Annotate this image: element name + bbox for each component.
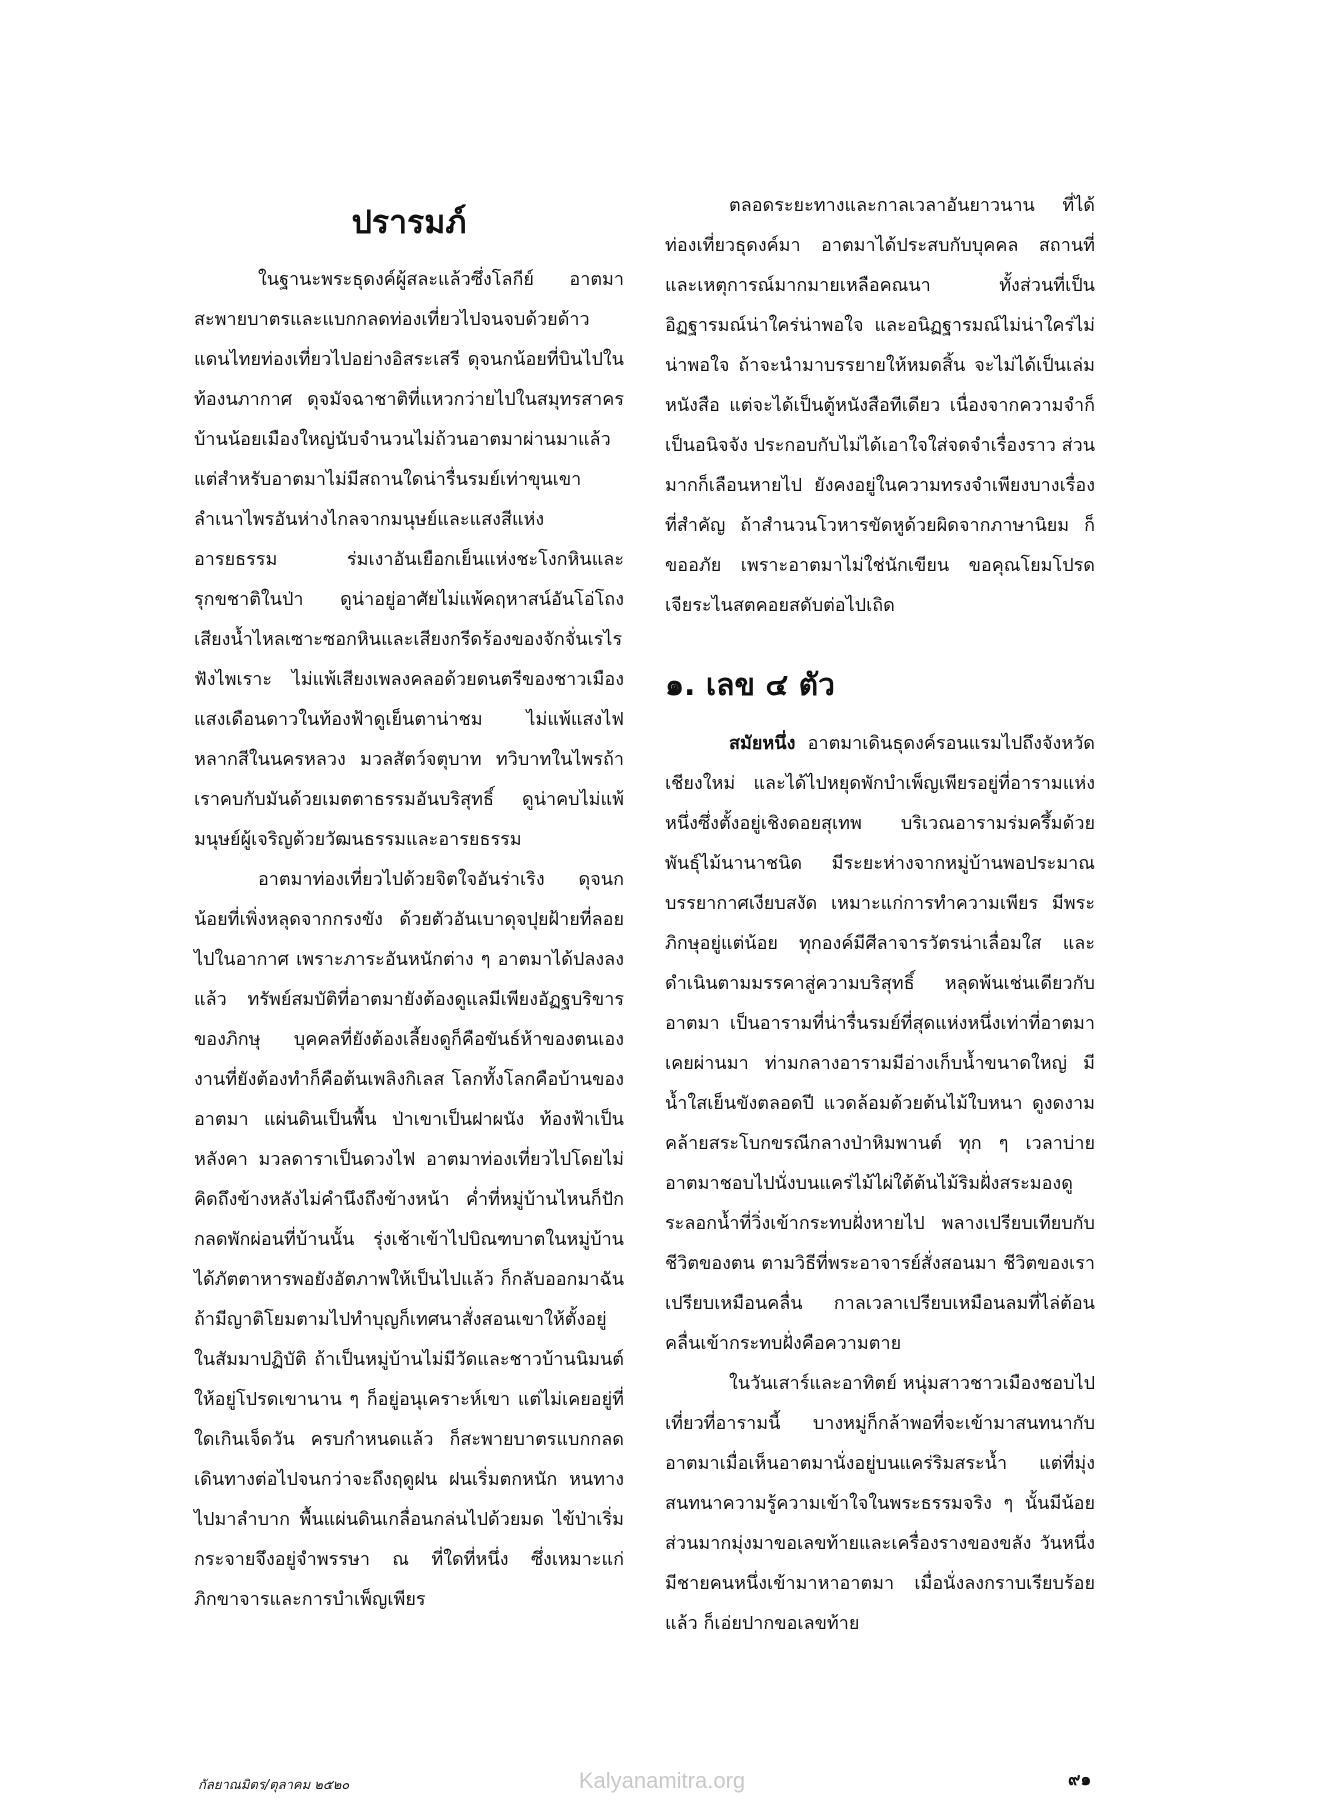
lead-phrase: สมัยหนึ่ง	[729, 733, 796, 754]
footer-publication: กัลยาณมิตร/ตุลาคม ๒๕๒๐	[198, 1778, 350, 1793]
body-paragraph: ในฐานะพระธุดงค์ผู้สละแล้วซึ่งโลกีย์ อาตมาสะพายบาตรและแบกกลดท่องเที่ยวไปจนจบด้วยด้าวแดนไทยท่องเที่ยวไปอย่างอิสระเสรี ดุจนกน้อยที่บินไปในท้องนภากาศ ดุจมัจฉาชาติที่แหวกว่ายไปในสมุทรสาคร บ้านน้อยเมืองใหญ่นับจำนวนไม่ถ้วนอาตมาผ่านมาแล้ว แต่สำหรับอาตมาไม่มีสถานใดน่ารื่นรมย์เท่าขุนเขาลำเนาไพรอันห่างไกลจากมนุษย์และแสงสีแห่งอารยธรรม ร่มเงาอันเยือกเย็นแห่งชะโงกหินและรุกขชาติในป่า ดูน่าอยู่อาศัยไม่แพ้คฤหาสน์อันโอ่โถง เสียงน้ำไหลเซาะซอกหินและเสียงกรีดร้องของจักจั่นเรไรฟังไพเราะ ไม่แพ้เสียงเพลงคลอด้วยดนตรีของชาวเมือง แสงเดือนดาวในท้องฟ้าดูเย็นตาน่าชม ไม่แพ้แสงไฟหลากสีในนครหลวง มวลสัตว์จตุบาท ทวิบาทในไพรถ้าเราคบกับมันด้วยเมตตาธรรมอันบริสุทธิ์ ดูน่าคบไม่แพ้มนุษย์ผู้เจริญด้วยวัฒนธรรมและอารยธรรม	[194, 269, 624, 850]
left-column	[194, 178, 624, 1620]
chapter-heading: ๑. เลข ๔ ตัว	[665, 668, 835, 703]
chapter-paragraph	[665, 724, 1095, 1364]
body-paragraph: อาตมาท่องเที่ยวไปด้วยจิตใจอันร่าเริง ดุจนกน้อยที่เพิ่งหลุดจากกรงขัง ด้วยตัวอันเบาดุจปุยฝ้ายที่ลอยไปในอากาศ เพราะภาระอันหนักต่าง ๆ อาตมาได้ปลงลงแล้ว ทรัพย์สมบัติที่อาตมายังต้องดูแลมีเพียงอัฏฐบริขารของภิกษุ บุคคลที่ยังต้องเลี้ยงดูก็คือขันธ์ห้าของตนเอง งานที่ยังต้องทำก็คือต้นเพลิงกิเลส โลกทั้งโลกคือบ้านของอาตมา แผ่นดินเป็นพื้น ป่าเขาเป็นฝาผนัง ท้องฟ้าเป็นหลังคา มวลดาราเป็นดวงไฟ อาตมาท่องเที่ยวไปโดยไม่คิดถึงข้างหลังไม่คำนึงถึงข้างหน้า ค่ำที่หมู่บ้านไหนก็ปักกลดพักผ่อนที่บ้านนั้น รุ่งเช้าเข้าไปบิณฑบาตในหมู่บ้าน ได้ภัตตาหารพอยังอัตภาพให้เป็นไปแล้ว ก็กลับออกมาฉัน ถ้ามีญาติโยมตามไปทำบุญก็เทศนาสั่งสอนเขาให้ตั้งอยู่ในสัมมาปฏิบัติ ถ้าเป็นหมู่บ้านไม่มีวัดและชาวบ้านนิมนต์ให้อยู่โปรดเขานาน ๆ ก็อยู่อนุเคราะห์เขา แต่ไม่เคยอยู่ที่ใดเกินเจ็ดวัน ครบกำหนดแล้ว ก็สะพายบาตรแบกกลดเดินทางต่อไปจนกว่าจะถึงฤดูฝน ฝนเริ่มตกหนัก หนทางไปมาลำบาก พื้นแผ่นดินเกลื่อนกล่นไปด้วยมด ไข้ป่าเริ่มกระจายจึงอยู่จำพรรษา ณ ที่ใดที่หนึ่ง ซึ่งเหมาะแก่ภิกขาจารและการบำเพ็ญเพียร	[194, 869, 624, 1610]
body-paragraph: ในวันเสาร์และอาทิตย์ หนุ่มสาวชาวเมืองชอบไปเที่ยวที่อารามนี้ บางหมู่ก็กล้าพอที่จะเข้ามาสนทนากับอาตมาเมื่อเห็นอาตมานั่งอยู่บนแคร่ริมสระน้ำ แต่ที่มุ่งสนทนาความรู้ความเข้าใจในพระธรรมจริง ๆ นั้นมีน้อย ส่วนมากมุ่งมาขอเลขท้ายและเครื่องรางของขลัง วันหนึ่งมีชายคนหนึ่งเข้ามาหาอาตมา เมื่อนั่งลงกราบเรียบร้อยแล้ว ก็เอ่ยปากขอเลขท้าย	[665, 1373, 1095, 1634]
chapter-paragraph-text: อาตมาเดินธุดงค์รอนแรมไปถึงจังหวัดเชียงใหม่ และได้ไปหยุดพักบำเพ็ญเพียรอยู่ที่อารามแห่งหนึ่งซึ่งตั้งอยู่เชิงดอยสุเทพ บริเวณอารามร่มครึ้มด้วยพันธุ์ไม้นานาชนิด มีระยะห่างจากหมู่บ้านพอประมาณ บรรยากาศเงียบสงัด เหมาะแก่การทำความเพียร มีพระภิกษุอยู่แต่น้อย ทุกองค์มีศีลาจารวัตรน่าเลื่อมใส และดำเนินตามมรรคาสู่ความบริสุทธิ์ หลุดพ้นเช่นเดียวกับอาตมา เป็นอารามที่น่ารื่นรมย์ที่สุดแห่งหนึ่งเท่าที่อาตมาเคยผ่านมา ท่ามกลางอารามมีอ่างเก็บน้ำขนาดใหญ่ มีน้ำใสเย็นขังตลอดปี แวดล้อมด้วยต้นไม้ใบหนา ดูงดงามคล้ายสระโบกขรณีกลางป่าหิมพานต์ ทุก ๆ เวลาบ่าย อาตมาชอบไปนั่งบนแคร่ไม้ไผ่ใต้ต้นไม้ริมฝั่งสระมองดูระลอกน้ำที่วิ่งเข้ากระทบฝั่งหายไป พลางเปรียบเทียบกับชีวิตของตน ตามวิธีที่พระอาจารย์สั่งสอนมา ชีวิตของเราเปรียบเหมือนคลื่น กาลเวลาเปรียบเหมือนลมที่ไล่ต้อนคลื่นเข้ากระทบฝั่งคือความตาย	[665, 733, 1095, 1354]
intro-paragraph: ตลอดระยะทางและกาลเวลาอันยาวนาน ที่ได้ท่องเที่ยวธุดงค์มา อาตมาได้ประสบกับบุคคล สถานที่และเหตุการณ์มากมายเหลือคณนา ทั้งส่วนที่เป็นอิฏฐารมณ์น่าใคร่น่าพอใจ และอนิฏฐารมณ์ไม่น่าใคร่ไม่น่าพอใจ ถ้าจะนำมาบรรยายให้หมดสิ้น จะไม่ได้เป็นเล่มหนังสือ แต่จะได้เป็นตู้หนังสือทีเดียว เนื่องจากความจำก็เป็นอนิจจัง ประกอบกับไม่ได้เอาใจใส่จดจำเรื่องราว ส่วนมากก็เลือนหายไป ยังคงอยู่ในความทรงจำเพียงบางเรื่องที่สำคัญ ถ้าสำนวนโวหารขัดหูด้วยผิดจากภาษานิยม ก็ขออภัย เพราะอาตมาไม่ใช่นักเขียน ขอคุณโยมโปรดเจียระไนสตคอยสดับต่อไปเถิด	[665, 195, 1095, 616]
page-number: ๙๑	[1068, 1770, 1092, 1790]
watermark: Kalyanamitra.org	[578, 1768, 746, 1793]
page-title: ปรารมภ์	[351, 203, 467, 241]
right-column	[665, 186, 1095, 1644]
